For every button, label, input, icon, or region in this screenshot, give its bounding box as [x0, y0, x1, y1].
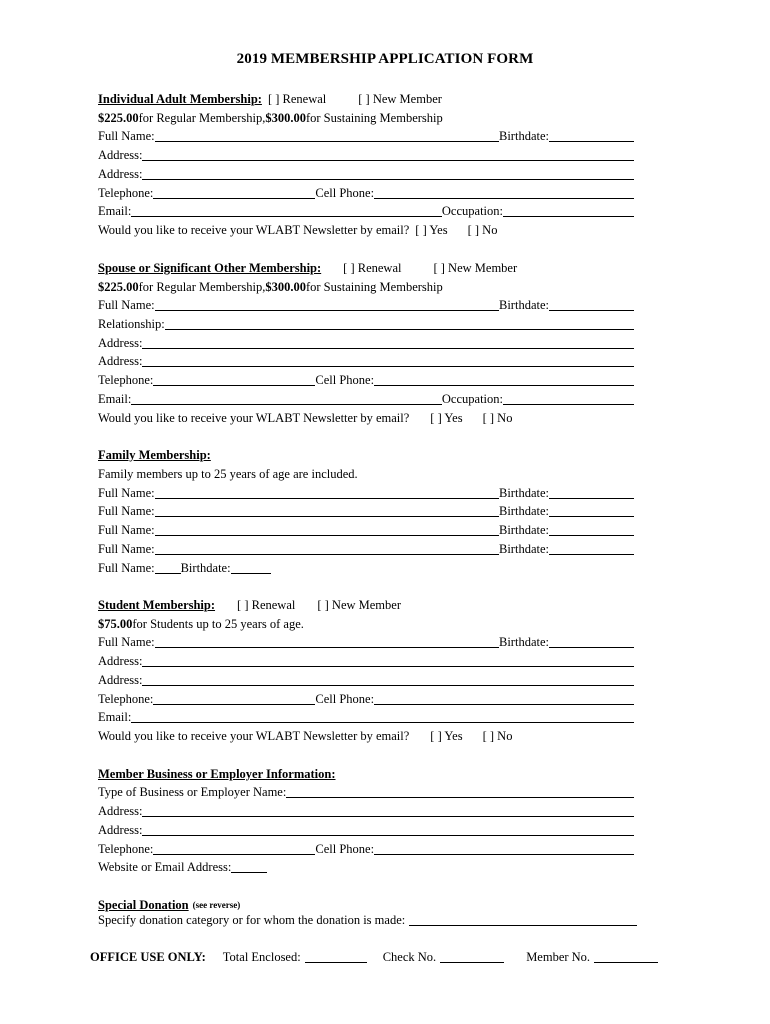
member-no-field[interactable]: [594, 950, 658, 963]
full-name-label: Full Name:: [98, 504, 155, 518]
student-address-row-1: [98, 652, 634, 670]
regular-price: $225.00: [98, 280, 139, 294]
business-address-row-1: [98, 802, 634, 820]
spouse-full-name-field[interactable]: [155, 298, 499, 311]
student-email-row: [98, 708, 634, 726]
individual-new-member-checkbox[interactable]: [ ] New Member: [358, 92, 442, 106]
newsletter-question: Would you like to receive your WLABT Newsletter by email?: [98, 223, 410, 237]
birthdate-label: Birthdate:: [499, 298, 549, 312]
spouse-renewal-checkbox[interactable]: [ ] Renewal: [343, 261, 402, 275]
student-address-field-1[interactable]: [142, 654, 634, 667]
birthdate-label: Birthdate:: [499, 635, 549, 649]
business-address-field-2[interactable]: [142, 823, 634, 836]
student-newsletter-row: [98, 727, 634, 745]
sustaining-text: for Sustaining Membership: [305, 280, 443, 294]
cell-phone-label: Cell Phone:: [315, 186, 375, 200]
student-birthdate-field[interactable]: [549, 635, 634, 648]
family-full-name-field-5[interactable]: [155, 561, 181, 574]
cell-phone-label: Cell Phone:: [315, 373, 375, 387]
sustaining-price: $300.00: [265, 111, 306, 125]
student-phone-row: [98, 690, 634, 708]
telephone-label: Telephone:: [98, 373, 154, 387]
sustaining-text: for Sustaining Membership: [305, 111, 443, 125]
regular-text: for Regular Membership,: [138, 111, 266, 125]
office-use-row: [90, 948, 670, 966]
individual-email-field[interactable]: [131, 204, 442, 217]
individual-address-row-1: [98, 146, 634, 164]
spouse-relationship-row: [98, 315, 634, 333]
address-label: Address:: [98, 673, 143, 687]
student-newsletter-no[interactable]: [ ] No: [482, 729, 513, 743]
spouse-email-row: [98, 390, 634, 408]
cell-phone-label: Cell Phone:: [315, 692, 375, 706]
business-type-label: Type of Business or Employer Name:: [98, 785, 287, 799]
full-name-label: Full Name:: [98, 561, 155, 575]
spouse-phone-row: [98, 371, 634, 389]
address-label: Address:: [98, 148, 143, 162]
family-full-name-field-4[interactable]: [155, 542, 499, 555]
business-name-field[interactable]: [286, 785, 634, 798]
individual-phone-row: [98, 184, 634, 202]
business-heading: Member Business or Employer Information:: [98, 767, 336, 781]
spouse-new-member-checkbox[interactable]: [ ] New Member: [433, 261, 518, 275]
student-address-row-2: [98, 671, 634, 689]
individual-name-row: [98, 127, 634, 145]
occupation-label: Occupation:: [441, 392, 503, 406]
full-name-label: Full Name:: [98, 298, 155, 312]
student-price: $75.00: [98, 617, 133, 631]
email-label: Email:: [98, 710, 132, 724]
relationship-label: Relationship:: [98, 317, 165, 331]
family-birthdate-field-1[interactable]: [549, 486, 634, 499]
address-label: Address:: [98, 336, 143, 350]
family-member-row-4: [98, 540, 634, 558]
spouse-occupation-field[interactable]: [503, 392, 634, 405]
individual-heading: Individual Adult Membership:: [98, 92, 262, 106]
birthdate-label: Birthdate:: [499, 129, 549, 143]
business-header-row: [98, 765, 634, 783]
family-birthdate-field-2[interactable]: [549, 504, 634, 517]
email-label: Email:: [98, 392, 132, 406]
family-full-name-field-1[interactable]: [155, 486, 499, 499]
spouse-address-field-2[interactable]: [142, 354, 634, 367]
business-website-field[interactable]: [231, 860, 267, 873]
telephone-label: Telephone:: [98, 186, 154, 200]
birthdate-label: Birthdate:: [499, 486, 549, 500]
spouse-name-row: [98, 296, 634, 314]
telephone-label: Telephone:: [98, 692, 154, 706]
address-label: Address:: [98, 654, 143, 668]
student-price-text: for Students up to 25 years of age.: [132, 617, 304, 631]
spouse-address-row-1: [98, 334, 634, 352]
family-heading: Family Membership:: [98, 448, 211, 462]
individual-cell-phone-field[interactable]: [374, 186, 634, 199]
student-renewal-checkbox[interactable]: [ ] Renewal: [237, 598, 296, 612]
donation-specify-row: [98, 911, 637, 929]
spouse-price-row: [98, 278, 634, 296]
business-website-row: [98, 858, 634, 876]
sustaining-price: $300.00: [265, 280, 306, 294]
student-cell-phone-field[interactable]: [374, 692, 634, 705]
family-member-row-3: [98, 521, 634, 539]
spouse-newsletter-yes[interactable]: [ ] Yes: [430, 411, 463, 425]
spouse-birthdate-field[interactable]: [549, 298, 634, 311]
donation-field[interactable]: [409, 913, 637, 926]
occupation-label: Occupation:: [441, 204, 503, 218]
individual-telephone-field[interactable]: [153, 186, 315, 199]
individual-address-field-1[interactable]: [142, 148, 634, 161]
spouse-relationship-field[interactable]: [165, 317, 634, 330]
email-label: Email:: [98, 204, 132, 218]
spouse-address-row-2: [98, 352, 634, 370]
student-address-field-2[interactable]: [142, 673, 634, 686]
regular-text: for Regular Membership,: [138, 280, 266, 294]
family-member-row-2: [98, 502, 634, 520]
individual-birthdate-field[interactable]: [549, 129, 634, 142]
spouse-header-row: [98, 259, 634, 277]
office-use-label: OFFICE USE ONLY:: [90, 950, 206, 964]
address-label: Address:: [98, 167, 143, 181]
spouse-telephone-field[interactable]: [153, 373, 315, 386]
regular-price: $225.00: [98, 111, 139, 125]
birthdate-label: Birthdate:: [499, 542, 549, 556]
address-label: Address:: [98, 354, 143, 368]
student-newsletter-yes[interactable]: [ ] Yes: [430, 729, 463, 743]
student-name-row: [98, 633, 634, 651]
donation-specify-label: Specify donation category or for whom the donation is made:: [98, 913, 406, 927]
website-label: Website or Email Address:: [98, 860, 232, 874]
family-note: Family members up to 25 years of age are included.: [98, 467, 358, 481]
individual-header-row: [98, 90, 634, 108]
individual-newsletter-yes[interactable]: [ ] Yes: [415, 223, 448, 237]
student-new-member-checkbox[interactable]: [ ] New Member: [317, 598, 401, 612]
check-no-label: Check No.: [382, 950, 437, 964]
business-address-field-1[interactable]: [142, 804, 634, 817]
individual-renewal-checkbox[interactable]: [ ] Renewal: [267, 92, 327, 106]
individual-address-row-2: [98, 165, 634, 183]
individual-price-row: [98, 109, 634, 127]
newsletter-question: Would you like to receive your WLABT Newsletter by email?: [98, 729, 410, 743]
spouse-cell-phone-field[interactable]: [374, 373, 634, 386]
full-name-label: Full Name:: [98, 129, 155, 143]
student-full-name-field[interactable]: [155, 635, 499, 648]
family-birthdate-field-3[interactable]: [549, 523, 634, 536]
birthdate-label: Birthdate:: [499, 523, 549, 537]
individual-full-name-field[interactable]: [155, 129, 499, 142]
full-name-label: Full Name:: [98, 486, 155, 500]
business-cell-phone-field[interactable]: [374, 842, 634, 855]
individual-occupation-field[interactable]: [503, 204, 634, 217]
check-no-field[interactable]: [440, 950, 504, 963]
business-phone-row: [98, 840, 634, 858]
family-full-name-field-2[interactable]: [155, 504, 499, 517]
business-type-row: [98, 783, 634, 801]
family-header-row: [98, 446, 634, 464]
individual-address-field-2[interactable]: [142, 167, 634, 180]
student-price-row: [98, 615, 634, 633]
family-birthdate-field-5[interactable]: [231, 561, 271, 574]
member-no-label: Member No.: [526, 950, 591, 964]
individual-newsletter-no[interactable]: [ ] No: [467, 223, 498, 237]
page-title: 2019 MEMBERSHIP APPLICATION FORM: [236, 51, 534, 67]
spouse-newsletter-row: [98, 409, 634, 427]
donation-heading: Special Donation: [98, 898, 189, 912]
spouse-newsletter-no[interactable]: [ ] No: [482, 411, 513, 425]
student-header-row: [98, 596, 634, 614]
business-telephone-field[interactable]: [153, 842, 315, 855]
business-address-row-2: [98, 821, 634, 839]
address-label: Address:: [98, 804, 143, 818]
individual-newsletter-row: [98, 221, 634, 239]
individual-email-row: [98, 202, 634, 220]
student-telephone-field[interactable]: [153, 692, 315, 705]
address-label: Address:: [98, 823, 143, 837]
cell-phone-label: Cell Phone:: [315, 842, 375, 856]
full-name-label: Full Name:: [98, 542, 155, 556]
full-name-label: Full Name:: [98, 523, 155, 537]
family-member-row-5: [98, 559, 634, 577]
family-member-row-1: [98, 484, 634, 502]
donation-note: (see reverse): [192, 900, 241, 910]
total-enclosed-field[interactable]: [305, 950, 367, 963]
spouse-address-field-1[interactable]: [142, 336, 634, 349]
birthdate-label: Birthdate:: [180, 561, 231, 575]
student-email-field[interactable]: [131, 710, 634, 723]
family-note-row: [98, 465, 634, 483]
student-heading: Student Membership:: [98, 598, 216, 612]
family-birthdate-field-4[interactable]: [549, 542, 634, 555]
spouse-email-field[interactable]: [131, 392, 442, 405]
total-enclosed-label: Total Enclosed:: [222, 950, 301, 964]
birthdate-label: Birthdate:: [499, 504, 549, 518]
family-full-name-field-3[interactable]: [155, 523, 499, 536]
newsletter-question: Would you like to receive your WLABT Newsletter by email?: [98, 411, 410, 425]
spouse-heading: Spouse or Significant Other Membership:: [98, 261, 322, 275]
full-name-label: Full Name:: [98, 635, 155, 649]
telephone-label: Telephone:: [98, 842, 154, 856]
